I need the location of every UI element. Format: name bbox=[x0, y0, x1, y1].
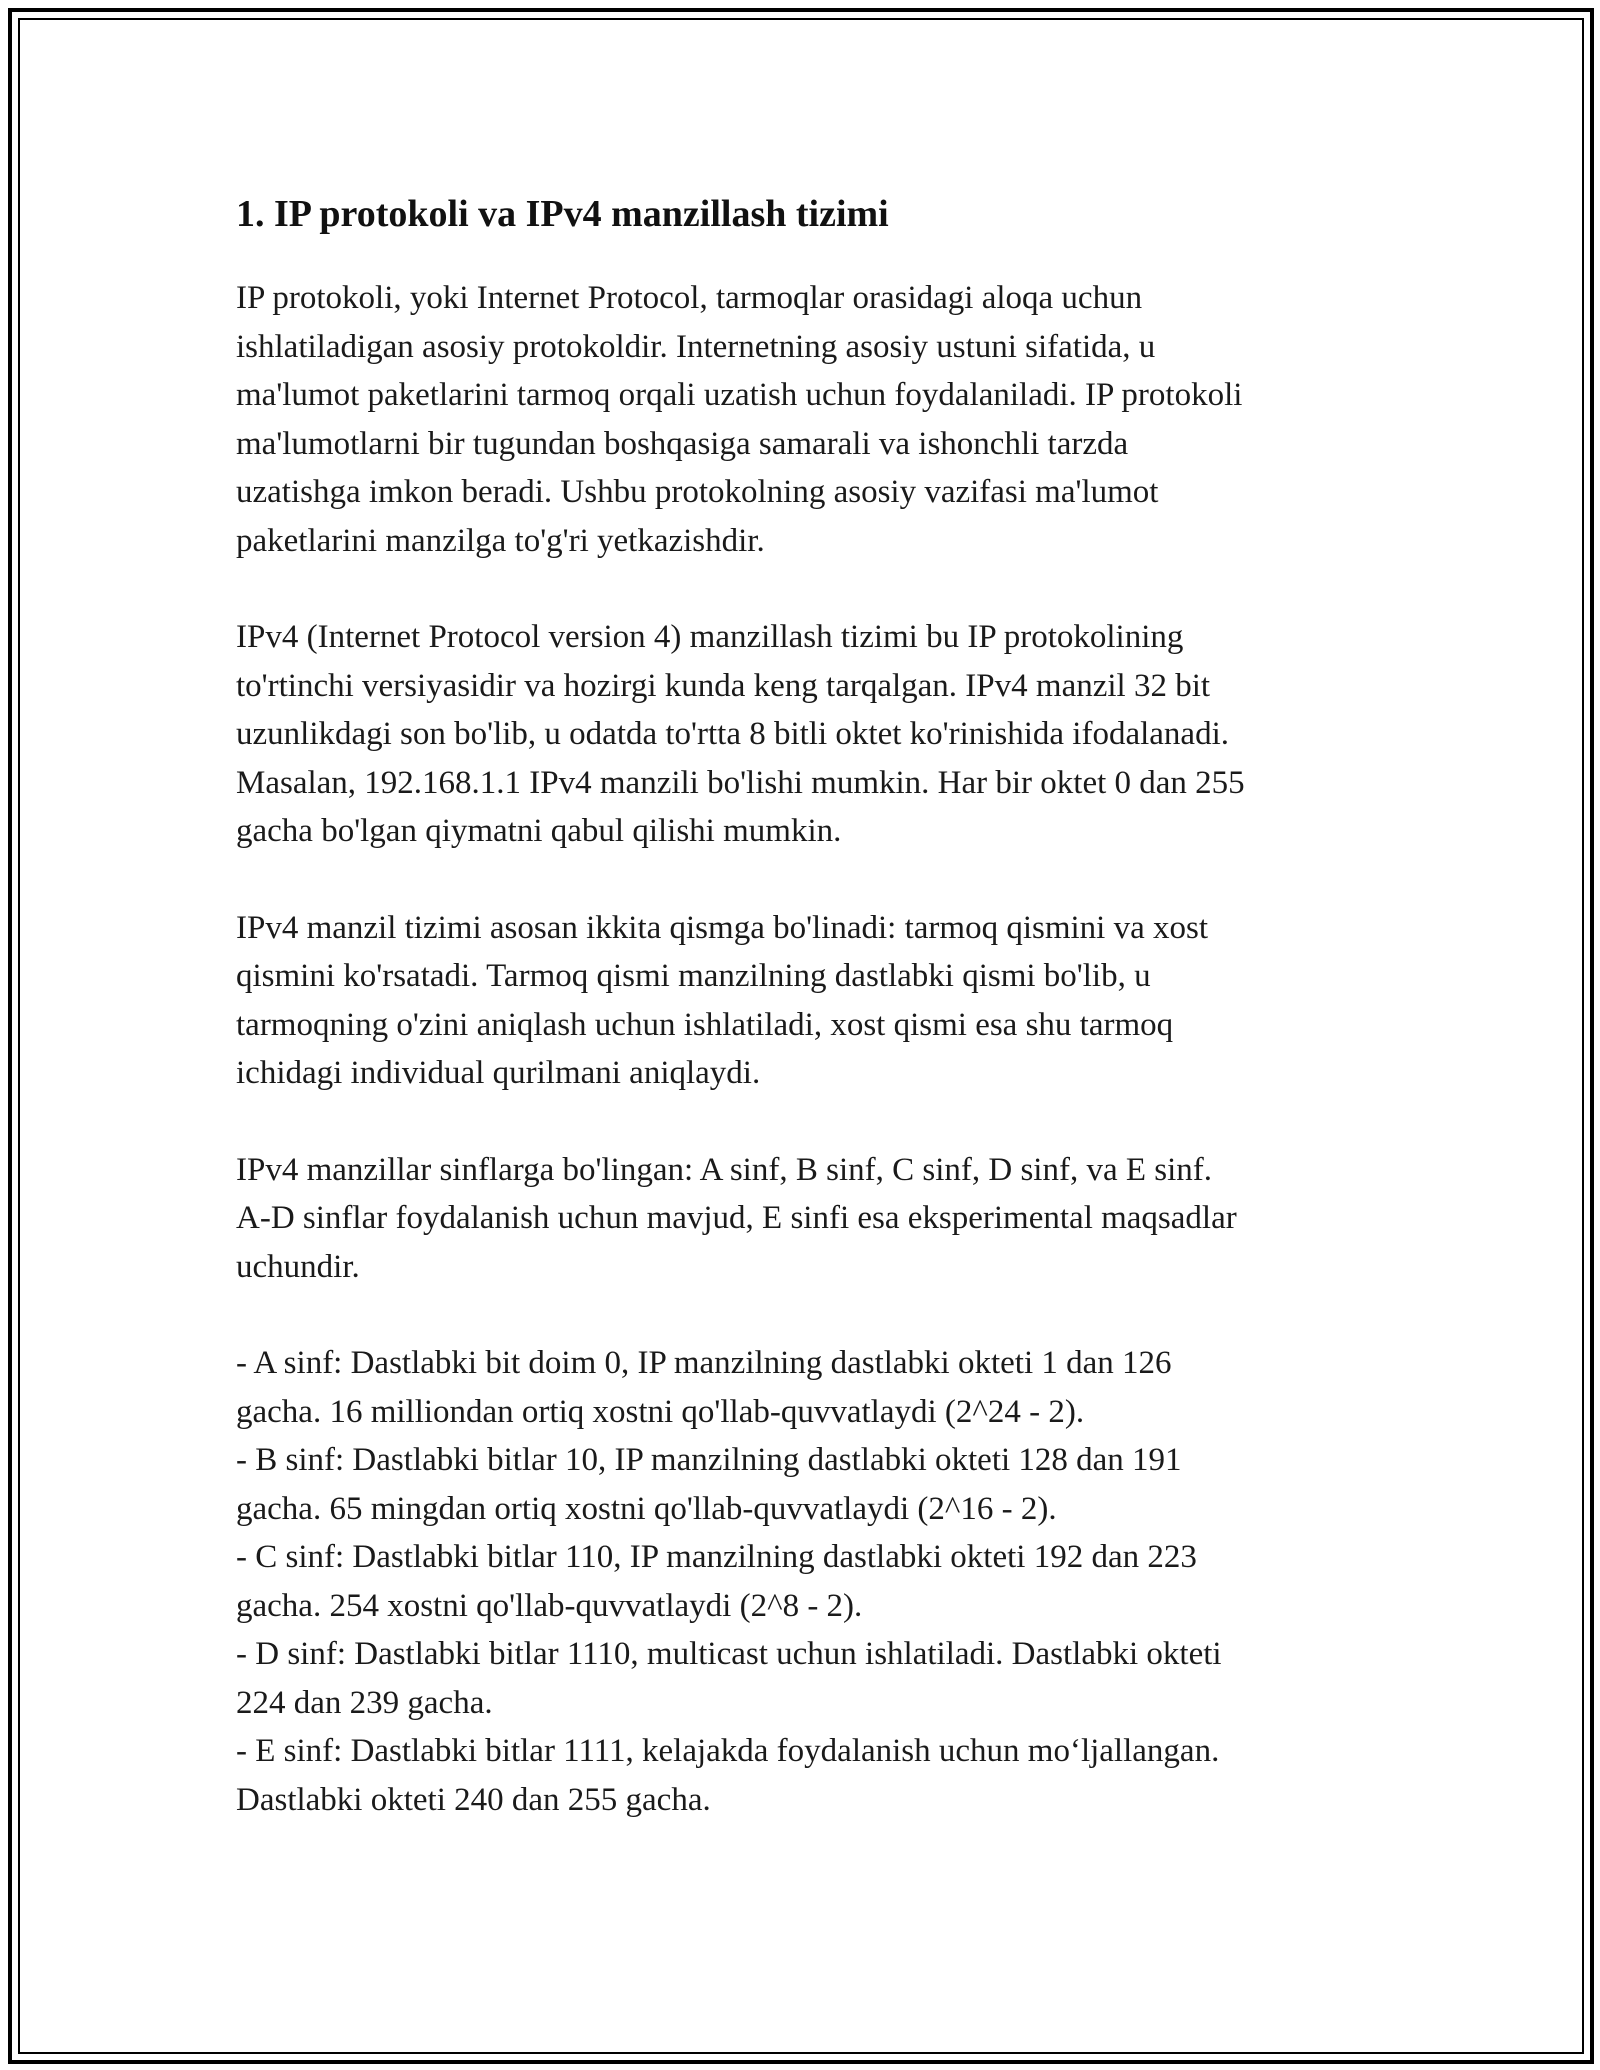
paragraph-address-classes: IPv4 manzillar sinflarga bo'lingan: A sinf, B sinf, C sinf, D sinf, va E sinf. A-D sinflar foydalanish uchun mavjud, E sinfi esa eksperimental maqsadlar uchundir. bbox=[236, 1151, 1237, 1285]
list-item-class-d: - D sinf: Dastlabki bitlar 1110, multicast uchun ishlatiladi. Dastlabki okteti 224 dan 239 gacha. bbox=[236, 1636, 1222, 1721]
list-item-class-a: - A sinf: Dastlabki bit doim 0, IP manzilning dastlabki okteti 1 dan 126 gacha. 16 milliondan ortiq xostni qo'llab-quvvatlaydi (2^24 - 2). bbox=[236, 1345, 1172, 1430]
paragraph-address-parts: IPv4 manzil tizimi asosan ikkita qismga bo'linadi: tarmoq qismini va xost qismini ko'rsatadi. Tarmoq qismi manzilning dastlabki qismi bo'lib, u tarmoqning o'zini aniqlash uchun ishlatiladi, xost qismi esa shu tarmoq ichidagi individual qurilmani aniqlaydi. bbox=[236, 909, 1209, 1091]
document-title: 1. IP protokoli va IPv4 manzillash tizimi bbox=[236, 193, 889, 235]
list-item-class-e: - E sinf: Dastlabki bitlar 1111, kelajakda foydalanish uchun mo‘ljallangan. Dastlabki okteti 240 dan 255 gacha. bbox=[236, 1733, 1220, 1818]
paragraph-ipv4-overview: IPv4 (Internet Protocol version 4) manzillash tizimi bu IP protokolining to'rtinchi versiyasidir va hozirgi kunda keng tarqalgan. IPv4 manzil 32 bit uzunlikdagi son bo'lib, u odatda to'rtta 8 bitli oktet ko'rinishida ifodalanadi. Masalan, 192.168.1.1 IPv4 manzili bo'lishi mumkin. Har bir oktet 0 dan 255 gacha bo'lgan qiymatni qabul qilishi mumkin. bbox=[236, 619, 1245, 849]
paragraph-ip-protocol: IP protokoli, yoki Internet Protocol, tarmoqlar orasidagi aloqa uchun ishlatiladigan asosiy protokoldir. Internetning asosiy ustuni sifatida, u ma'lumot paketlarini tarmoq orqali uzatish uchun foydalaniladi. IP protokoli ma'lumotlarni bir tugundan boshqasiga samarali va ishonchli tarzda uzatishga imkon beradi. Ushbu protokolning asosiy vazifasi ma'lumot paketlarini manzilga to'g'ri yetkazishdir. bbox=[236, 280, 1243, 559]
address-class-list bbox=[236, 1339, 1376, 1824]
list-item-class-c: - C sinf: Dastlabki bitlar 110, IP manzilning dastlabki okteti 192 dan 223 gacha. 254 xostni qo'llab-quvvatlaydi (2^8 - 2). bbox=[236, 1539, 1197, 1624]
list-item-class-b: - B sinf: Dastlabki bitlar 10, IP manzilning dastlabki okteti 128 dan 191 gacha. 65 mingdan ortiq xostni qo'llab-quvvatlaydi (2^16 - 2). bbox=[236, 1442, 1182, 1527]
document-body bbox=[236, 188, 1376, 1824]
